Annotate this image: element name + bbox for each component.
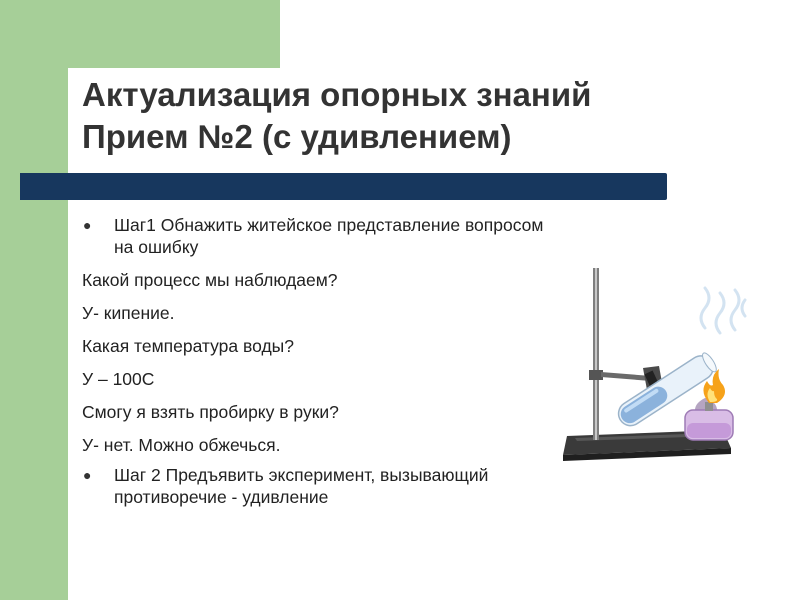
bullet-step-2-text: Шаг 2 Предъявить эксперимент, вызывающий противоречие - удивление	[114, 465, 489, 507]
bullet-step-1	[82, 214, 552, 258]
decorative-green-left	[0, 0, 68, 600]
slide-content	[82, 214, 552, 508]
slide-title	[82, 74, 591, 158]
title-line-2: Прием №2 (с удивлением)	[82, 118, 512, 155]
lab-apparatus-illustration	[555, 258, 755, 468]
bullet-step-1-text: Шаг1 Обнажить житейское представление вопросом на ошибку	[114, 215, 544, 257]
text-line-5: Смогу я взять пробирку в руки?	[82, 402, 339, 422]
title-underline-bar	[20, 173, 667, 200]
spirit-lamp-icon	[685, 398, 733, 440]
stand-rod-icon	[593, 268, 599, 440]
bullet-dot-icon: ●	[83, 217, 92, 233]
decorative-green-top	[0, 0, 280, 68]
text-line-4: У – 100С	[82, 369, 155, 389]
title-line-1: Актуализация опорных знаний	[82, 76, 592, 113]
steam-icon	[701, 288, 745, 333]
bullet-step-2	[82, 464, 552, 508]
text-line-1: Какой процесс мы наблюдаем?	[82, 270, 338, 290]
text-line-2: У- кипение.	[82, 303, 175, 323]
text-line-6: У- нет. Можно обжечься.	[82, 435, 281, 455]
text-line-3: Какая температура воды?	[82, 336, 294, 356]
bullet-dot-icon: ●	[83, 467, 92, 483]
